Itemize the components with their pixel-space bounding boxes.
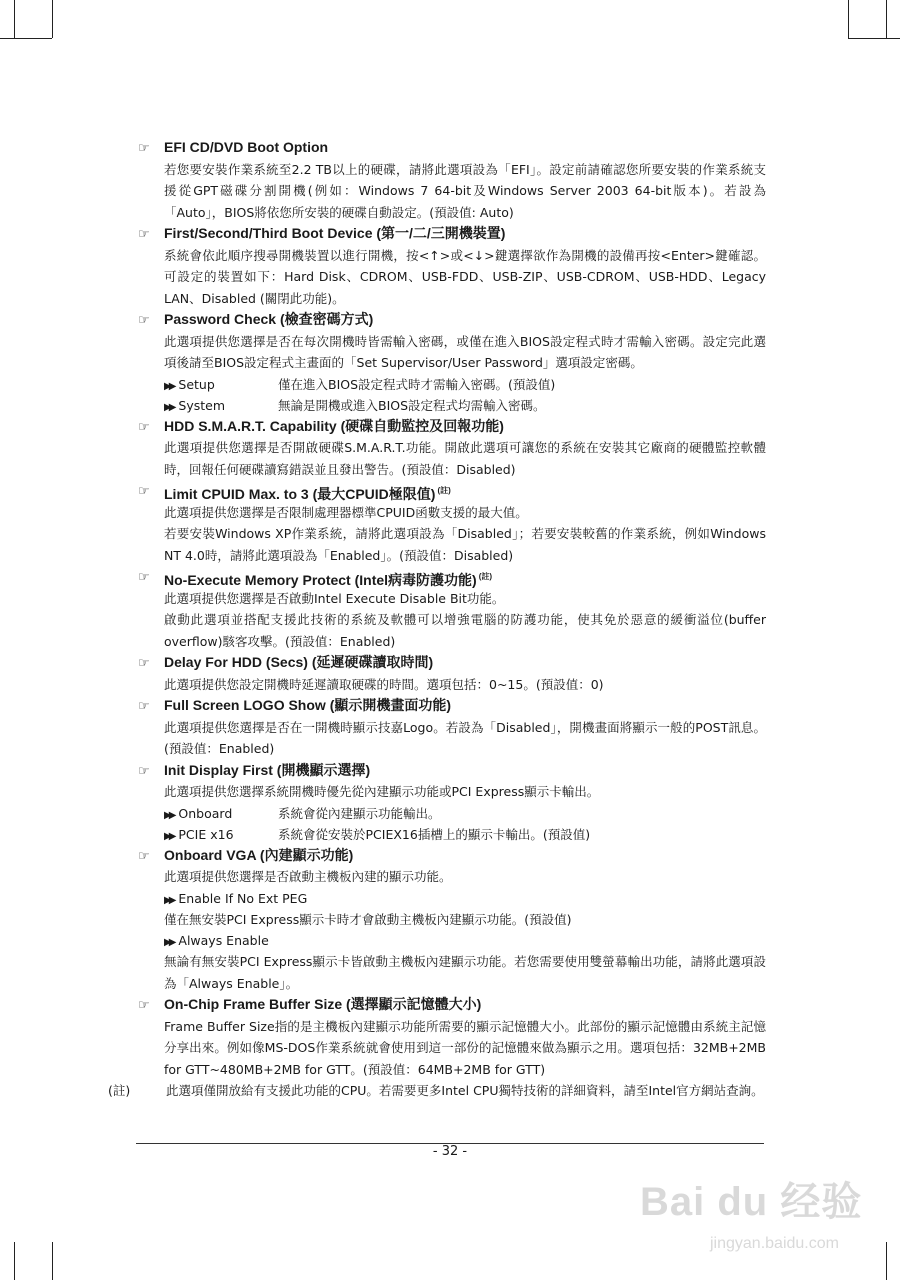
section-title-text: Onboard VGA (內建顯示功能) (164, 846, 354, 863)
section-title-text: Limit CPUID Max. to 3 (最大CPUID極限值) (164, 486, 436, 502)
crop-mark (14, 1242, 15, 1280)
section-title (136, 566, 766, 588)
section-text: 此選項提供您選擇系統開機時優先從內建顯示功能或PCI Express顯示卡輸出。 (164, 784, 600, 799)
crop-mark (848, 38, 900, 39)
footnote-label: (註) (108, 1083, 131, 1098)
pointer-hand-icon: ☞ (138, 483, 150, 498)
section-title-text: HDD S.M.A.R.T. Capability (硬碟自動監控及回報功能) (164, 417, 504, 434)
section-title (136, 309, 766, 331)
section-title (136, 480, 766, 502)
pointer-hand-icon: ☞ (138, 997, 150, 1012)
section-title (136, 760, 766, 782)
section-text: 若您要安裝作業系統至2.2 TB以上的硬碟，請將此選項設為「EFI」。設定前請確認您所要安裝的作業系統支援從GPT磁碟分割開機(例如：Windows 7 64-bit及Windows Server 2003 64-bit版本)。若設為「Auto」，BIOS將依您所安裝的硬碟自動設定。(預設值: Auto) (164, 161, 766, 220)
section-title-text: On-Chip Frame Buffer Size (選擇顯示記憶體大小) (164, 996, 482, 1012)
section-text: 此選項提供您選擇是否啟動Intel Execute Disable Bit功能。 (164, 590, 505, 606)
section-title-text: Init Display First (開機顯示選擇) (164, 761, 371, 778)
option-name: Enable If No Ext PEG (178, 890, 308, 906)
pointer-hand-icon: ☞ (138, 569, 150, 584)
watermark-logo: Bai du 经验 (640, 1180, 863, 1224)
pointer-hand-icon: ☞ (138, 140, 150, 155)
section-text: 此選項提供您選擇是否限制處理器標準CPUID函數支援的最大值。 (164, 504, 528, 520)
section-title-text: Full Screen LOGO Show (顯示開機畫面功能) (164, 697, 452, 713)
pointer-hand-icon: ☞ (138, 847, 150, 863)
section-text: Frame Buffer Size指的是主機板內建顯示功能所需要的顯示記憶體大小。此部份的顯示記憶體由系統主記憶分享出來。例如像MS-DOS作業系統就會使用到這一部份的記憶體來做為顯示之用。選項包括：32MB+2MB for GTT~480MB+2MB for GTT。(預設值：64MB+2MB for GTT) (164, 1018, 766, 1077)
option-name: Onboard (178, 805, 233, 821)
double-arrow-icon: ▶▶ (164, 380, 174, 392)
page-number: - 32 - (432, 1144, 468, 1159)
crop-mark (14, 0, 15, 38)
section-title-text: Delay For HDD (Secs) (延遲硬碟讀取時間) (164, 654, 434, 670)
pointer-hand-icon: ☞ (138, 655, 150, 670)
option-row (136, 395, 766, 416)
note-mark: (註) (437, 486, 451, 495)
footnote (108, 1080, 766, 1123)
pointer-hand-icon: ☞ (138, 698, 150, 713)
double-arrow-icon: ▶▶ (164, 937, 174, 948)
pointer-hand-icon: ☞ (138, 418, 150, 434)
double-arrow-icon: ▶▶ (164, 830, 174, 842)
section-title (136, 695, 766, 717)
option-name: PCIE x16 (178, 826, 234, 842)
option-desc: 僅在進入BIOS設定程式時才需輸入密碼。(預設值) (278, 376, 556, 392)
option-name: Always Enable (178, 933, 269, 948)
pointer-hand-icon: ☞ (138, 226, 150, 241)
option-desc: 無論是開機或進入BIOS設定程式均需輸入密碼。 (278, 397, 546, 413)
crop-mark (52, 1242, 53, 1280)
section-text: 若要安裝Windows XP作業系統，請將此選項設為「Disabled」；若要安裝較舊的作業系統，例如Windows NT 4.0時，請將此選項設為「Enabled」。(預設值：Disabled) (164, 526, 766, 563)
section-title-text: EFI CD/DVD Boot Option (164, 139, 329, 155)
section-text: 此選項提供您設定開機時延遲讀取硬碟的時間。選項包括：0~15。(預設值：0) (164, 676, 604, 692)
section-text: 此選項提供您選擇是否在每次開機時皆需輸入密碼，或僅在進入BIOS設定程式時才需輸入密碼。設定完此選項後請至BIOS設定程式主畫面的「Set Supervisor/User Password」選項設定密碼。 (164, 333, 766, 370)
section-title-text: No-Execute Memory Protect (Intel病毒防護功能) (164, 572, 477, 588)
section-title-text: Password Check (檢查密碼方式) (164, 311, 374, 327)
section-title (136, 845, 766, 867)
option-row (136, 374, 766, 395)
option-desc: 系統會從內建顯示功能輸出。 (278, 805, 441, 821)
section-title (136, 416, 766, 438)
crop-mark (0, 38, 52, 39)
pointer-hand-icon: ☞ (138, 762, 150, 778)
double-arrow-icon: ▶▶ (164, 401, 174, 413)
option-desc: 系統會從安裝於PCIEX16插槽上的顯示卡輸出。(預設值) (278, 826, 591, 842)
crop-mark (886, 1242, 887, 1280)
double-arrow-icon: ▶▶ (164, 894, 174, 906)
manual-content (108, 137, 766, 1123)
crop-mark (886, 0, 887, 38)
pointer-hand-icon: ☞ (138, 312, 150, 327)
double-arrow-icon: ▶▶ (164, 809, 174, 821)
section-text: 啟動此選項並搭配支援此技術的系統及軟體可以增強電腦的防護功能，使其免於惡意的緩衝溢位(buffer overflow)駭客攻擊。(預設值：Enabled) (164, 612, 766, 649)
option-row (136, 803, 766, 824)
option-row (136, 888, 766, 909)
option-row (136, 930, 766, 951)
section-title (136, 223, 766, 245)
section-text: 此選項提供您選擇是否啟動主機板內建的顯示功能。 (164, 869, 452, 884)
note-mark: (註) (478, 572, 493, 581)
section-title (136, 137, 766, 159)
option-row (136, 824, 766, 845)
section-text: 此選項提供您選擇是否在一開機時顯示技嘉Logo。若設為「Disabled」，開機畫面將顯示一般的POST訊息。(預設值：Enabled) (164, 719, 766, 756)
footnote-text: 此選項僅開放給有支援此功能的CPU。若需要更多Intel CPU獨特技術的詳細資料，請至Intel官方網站查詢。 (166, 1083, 764, 1098)
section-title-text: First/Second/Third Boot Device (第一/二/三開機裝置) (164, 225, 506, 241)
section-text: 此選項提供您選擇是否開啟硬碟S.M.A.R.T.功能。開啟此選項可讓您的系統在安裝其它廠商的硬體監控軟體時，回報任何硬碟讀寫錯誤並且發出警告。(預設值：Disabled) (164, 440, 766, 477)
section-text: 系統會依此順序搜尋開機裝置以進行開機，按<↑>或<↓>鍵選擇欲作為開機的設備再按<Enter>鍵確認。可設定的裝置如下：Hard Disk、CDROM、USB-FDD、USB-ZIP、USB-CDROM、USB-HDD、Legacy LAN、Disabled (關閉此功能)。 (164, 247, 766, 306)
watermark-url: jingyan.baidu.com (710, 1235, 839, 1252)
section-text: 僅在無安裝PCI Express顯示卡時才會啟動主機板內建顯示功能。(預設值) (164, 911, 572, 927)
section-text: 無論有無安裝PCI Express顯示卡皆啟動主機板內建顯示功能。若您需要使用雙螢幕輸出功能，請將此選項設為「Always Enable」。 (164, 954, 766, 991)
section-title (136, 994, 766, 1016)
option-name: System (178, 397, 226, 413)
crop-mark (848, 0, 849, 38)
option-name: Setup (178, 376, 215, 392)
crop-mark (52, 0, 53, 38)
section-title (136, 652, 766, 674)
